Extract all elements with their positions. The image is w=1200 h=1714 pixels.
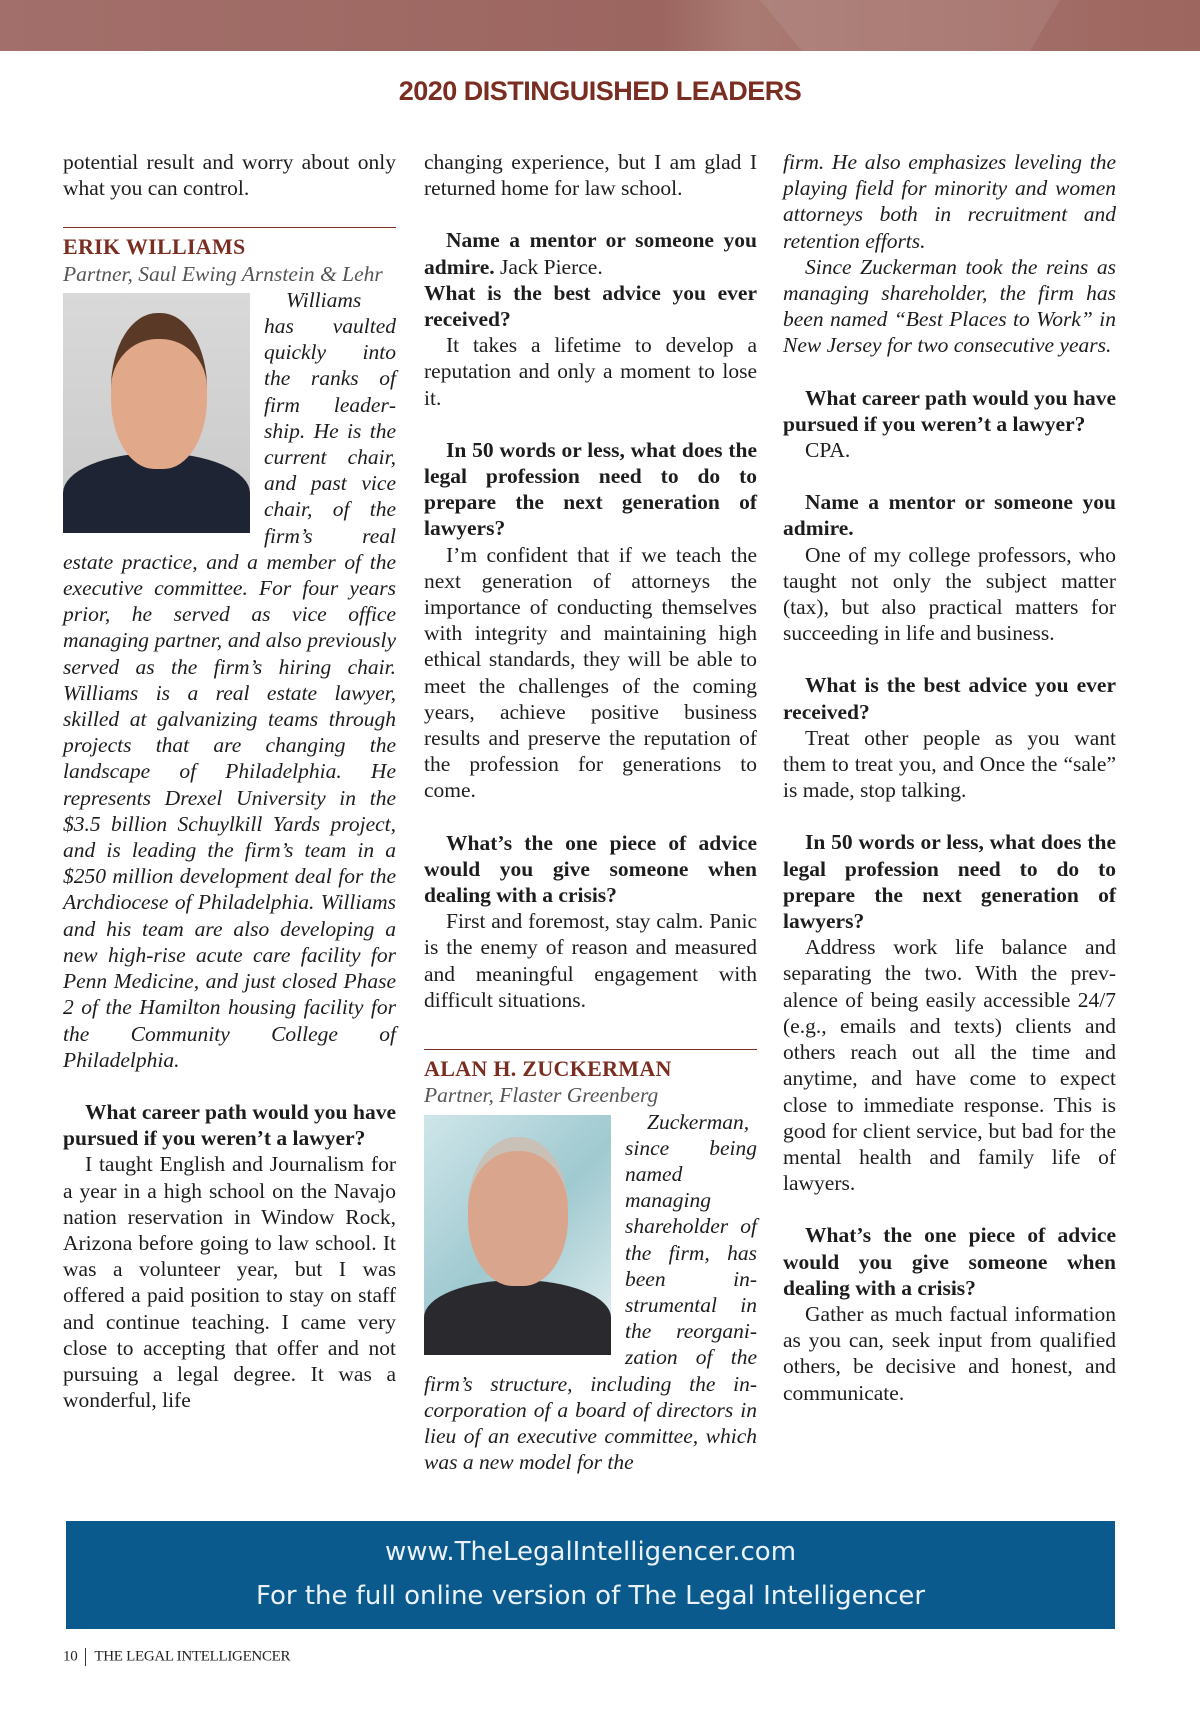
answer-continued: changing experience, but I am glad I returned home for law school. <box>424 150 757 201</box>
answer: Gather as much factual information as you can, seek input from qualified others, be decisive and honest, and communicate. <box>783 1301 1116 1405</box>
column-2 <box>424 149 757 1475</box>
photo-face <box>111 313 207 469</box>
question: What career path would you have pursued if you weren’t a lawyer? <box>63 1099 396 1151</box>
answer: One of my college professors, who taught not only the subject matter (tax), but also practical matters for succeeding in life and business. <box>783 542 1116 646</box>
answer: CPA. <box>805 438 851 463</box>
answer: Jack Pierce. <box>500 254 603 279</box>
answer: I’m confident that if we teach the next generation of attorneys the importance of conducting themselves with integrity and maintaining high ethical standards, they will be able to meet the challenges of the coming years, achieve positive business results and preserve the reputation of the profession for generations to come. <box>424 542 757 803</box>
page-number: 10 <box>63 1648 78 1665</box>
header-band <box>0 0 1200 51</box>
question: What is the best advice you ever received? <box>783 673 1116 724</box>
photo-suit <box>424 1280 611 1355</box>
question: What career path would you have pursued if you weren’t a lawyer? <box>783 385 1116 436</box>
leader-name: ERIK WILLIAMS <box>63 234 246 260</box>
banner-tagline: For the full online version of The Legal Intelligencer <box>255 1581 926 1611</box>
question: What is the best advice you ever received? <box>424 280 757 332</box>
footer-separator <box>85 1648 86 1666</box>
answer: Treat other people as you want them to treat you, and Once the “sale” is made, stop talking. <box>783 725 1116 803</box>
erik-williams-photo <box>63 293 250 533</box>
answer: Address work life balance and separating the two. With the prevalence of being easily accessible 24/7 (e.g., emails and texts) clients and others reach out all the time and anytime, and have come to expect close to immediate response. This is good for client service, but bad for the mental health and family life of lawyers. <box>783 935 1116 1196</box>
leader-bio: Williams has vaulted quickly into the ranks of firm leadership. He is the current chair, and past vice chair, of the firm’s real estate practice, and a member of the executive committee. For four years prior, he served as vice office managing partner, and also previously served as the firm’s hiring chair. Williams is a real estate lawyer, skilled at galvanizing teams through projects that are changing the landscape of Philadelphia. He represents Drexel University in the $3.5 billion Schuylkill Yards project, and is leading the firm’s team in a $250 million development deal for the Archdiocese of Philadelphia. Williams and his team are also developing a new high-rise acute care facility for Penn Medicine, and just closed Phase 2 of the Hamilton housing facility for the Community College of Philadelphia. <box>63 287 396 1072</box>
leader-name: ALAN H. ZUCKERMAN <box>424 1056 672 1082</box>
column-1 <box>63 149 396 1413</box>
section-divider <box>63 227 396 234</box>
answer: It takes a lifetime to develop a reputation and only a moment to lose it. <box>424 333 757 410</box>
section-divider <box>424 1049 757 1056</box>
page-title: 2020 DISTINGUISHED LEADERS <box>398 76 802 106</box>
leader-bio: Zuckerman, since being named managing shareholder of the firm, has been instrumental in the reorganization of the firm’s structure, including the incorporation of a board of directors in lieu of an executive committee, which was a new model for the <box>424 1109 757 1475</box>
website-link[interactable]: www.TheLegalIntelligencer.com <box>384 1537 797 1567</box>
answer: I taught English and Journalism for a year in a high school on the Navajo nation reservation in Window Rock, Arizona before going to law school. It was a volunteer year, but I was offered a paid position to stay on staff and continue teaching. I came very close to accepting that offer and not pursuing a legal degree. It was a wonderful, life <box>63 1152 396 1413</box>
page-footer <box>63 1648 290 1666</box>
column-3 <box>783 149 1116 1406</box>
intro-text: potential result and worry about only what you can control. <box>63 150 396 201</box>
bio-continued: firm. He also emphasizes leveling the playing field for minority and women attorneys both in recruitment and retention efforts. <box>783 150 1116 253</box>
question: In 50 words or less, what does the legal profession need to do to prepare the next generation of lawyers? <box>783 830 1116 934</box>
publication-name: THE LEGAL INTELLIGENCER <box>94 1648 291 1665</box>
question: Name a mentor or someone you admire. <box>424 228 757 279</box>
question: What’s the one piece of advice would you give someone when dealing with a crisis? <box>783 1223 1116 1300</box>
photo-face <box>468 1137 568 1286</box>
leader-role: Partner, Flaster Greenberg <box>424 1083 659 1108</box>
leader-role: Partner, Saul Ewing Arnstein & Lehr <box>63 261 383 286</box>
header-band-facet <box>760 0 1060 51</box>
promo-banner <box>66 1521 1115 1629</box>
answer: First and foremost, stay calm. Panic is the enemy of reason and measured and meaningful engagement with difficult situations. <box>424 909 757 1012</box>
question: In 50 words or less, what does the legal profession need to do to prepare the next generation of lawyers? <box>424 437 757 541</box>
question: What’s the one piece of advice would you give someone when dealing with a crisis? <box>424 830 757 908</box>
bio-continued: Since Zuckerman took the reins as managing shareholder, the firm has been named “Best Places to Work” in New Jersey for two consecutive years. <box>783 254 1116 358</box>
alan-zuckerman-photo <box>424 1115 611 1355</box>
question: Name a mentor or someone you admire. <box>783 490 1116 541</box>
